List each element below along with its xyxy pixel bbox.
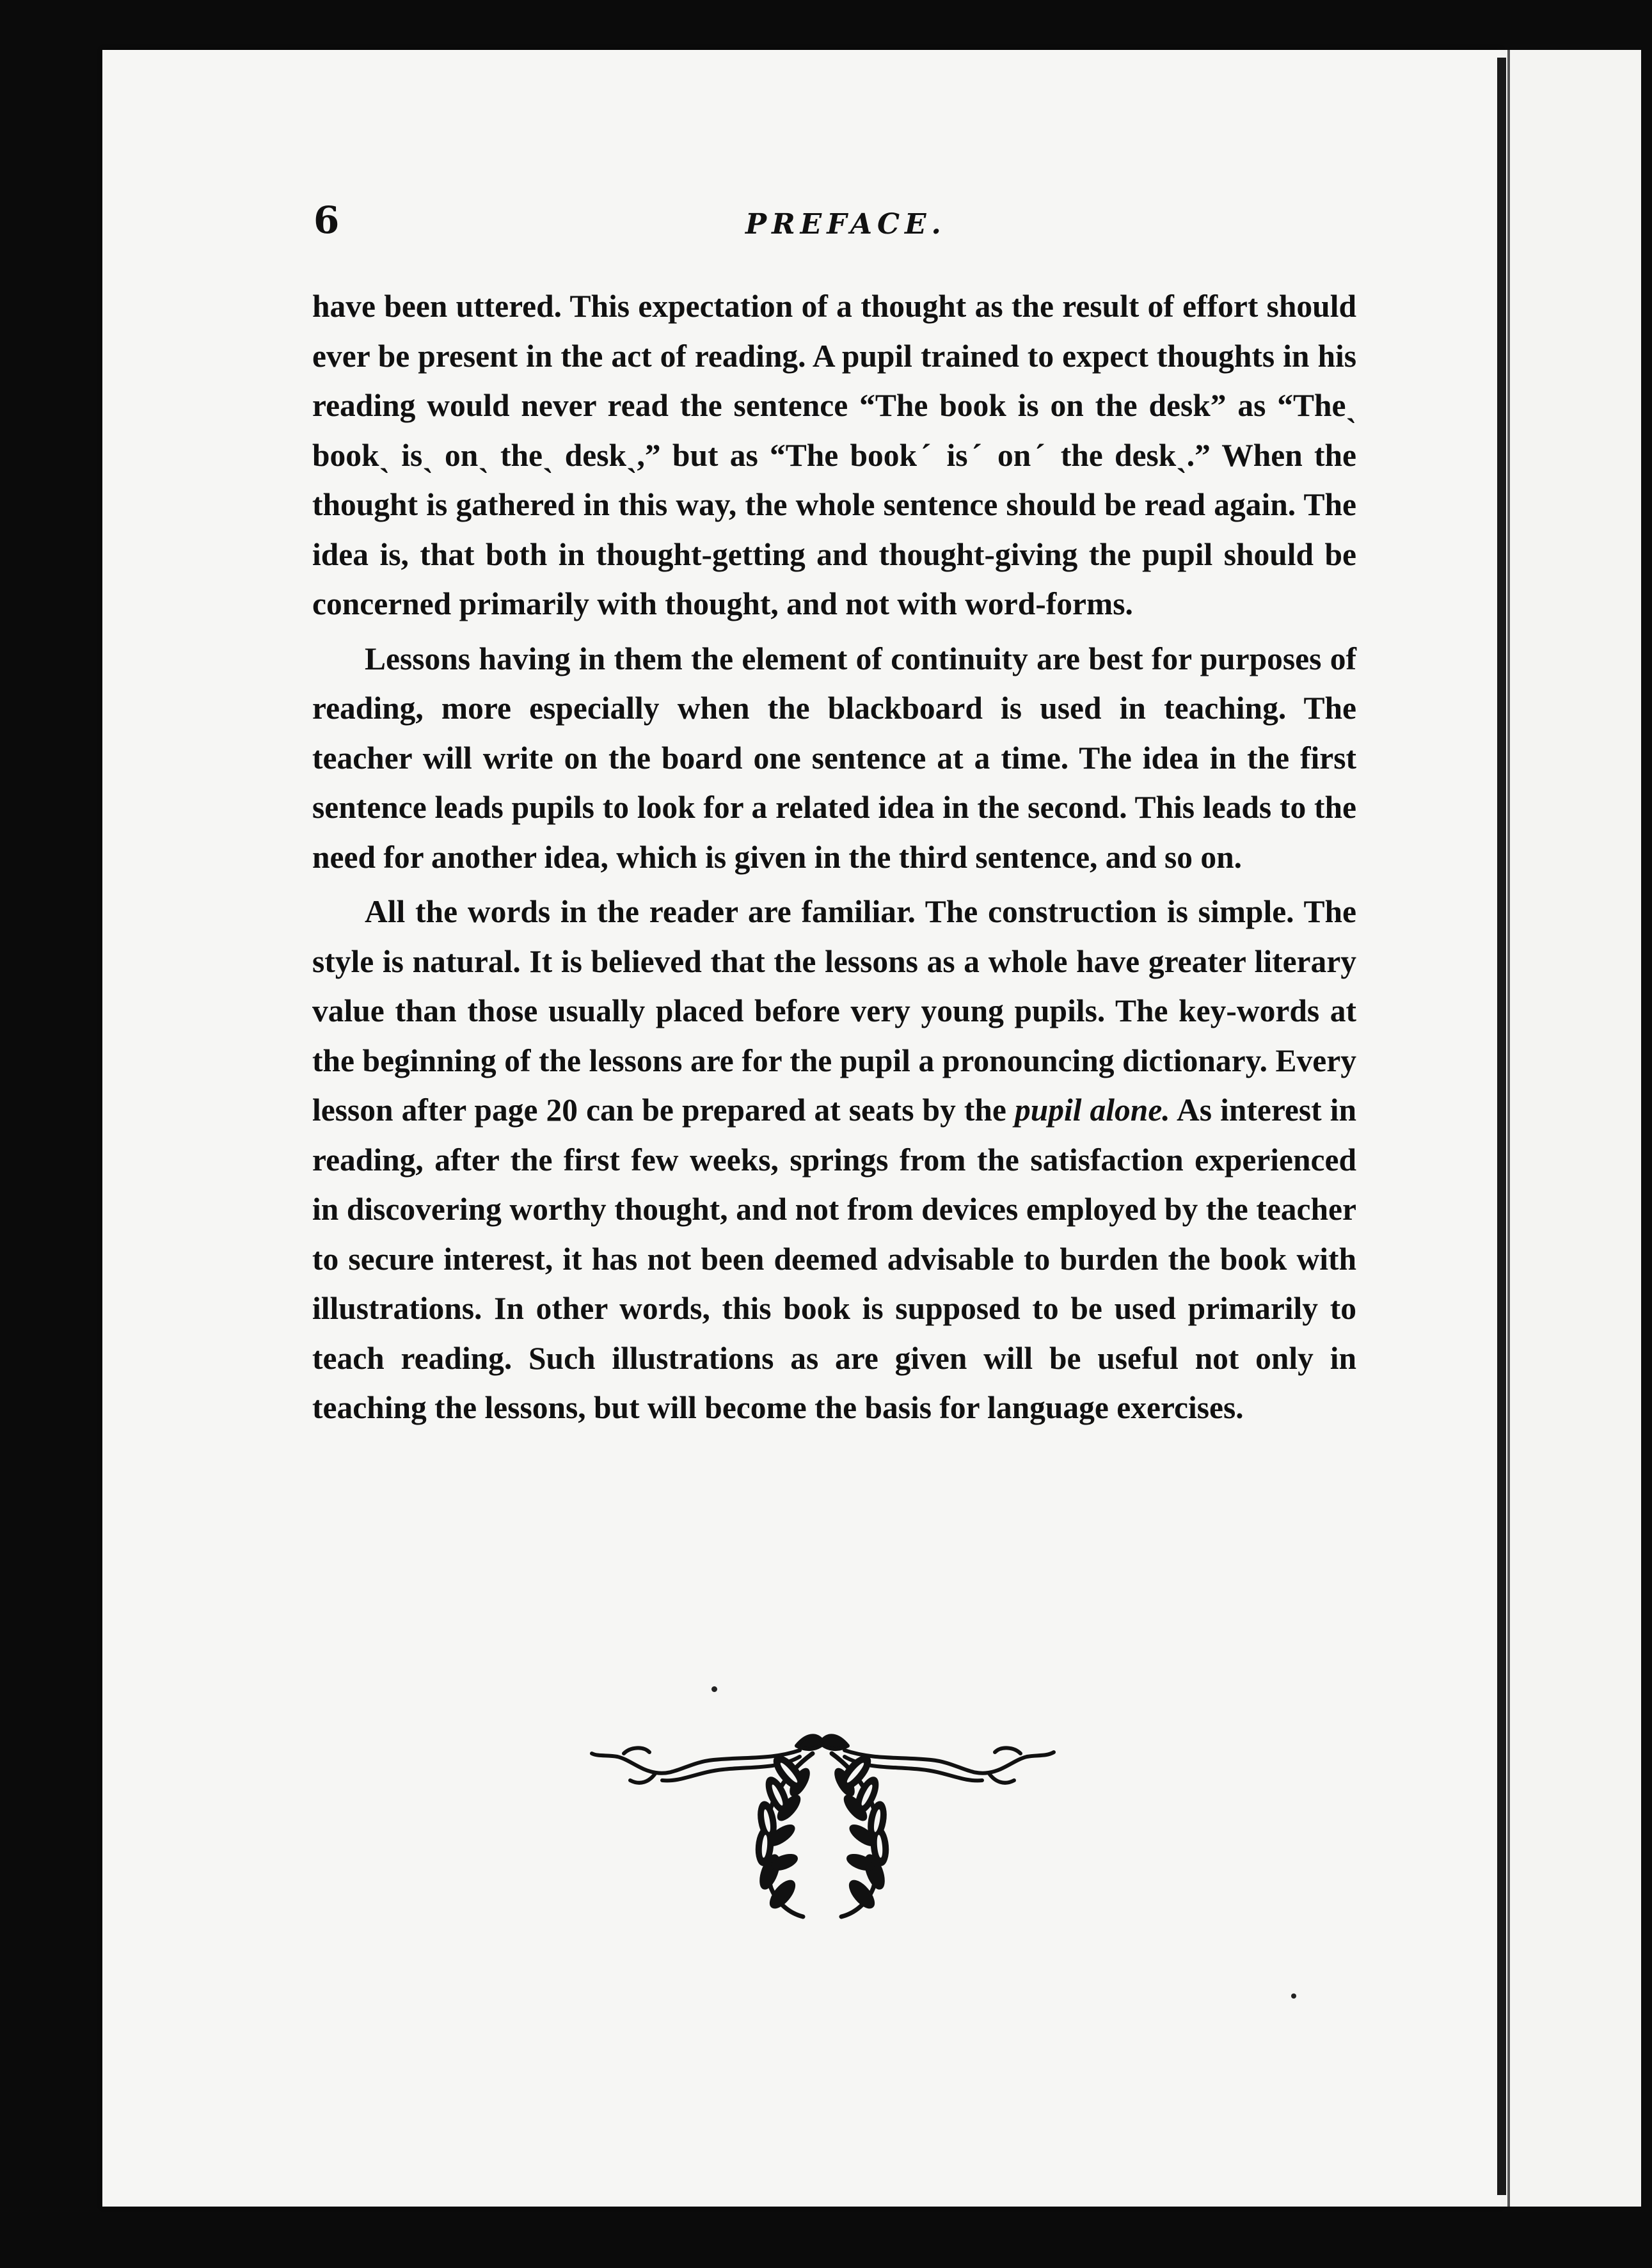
paragraph-3-emphasis: pupil alone. [1014, 1092, 1170, 1128]
body-text [312, 282, 1356, 1438]
page-gutter-line [1507, 50, 1510, 2207]
print-speck [1291, 1993, 1296, 1999]
page-number: 6 [314, 198, 340, 242]
facing-page-edge [1500, 50, 1641, 2207]
paragraph-3 [312, 887, 1356, 1433]
print-speck [711, 1686, 717, 1692]
laurel-wreath-ornament-icon [585, 1721, 1059, 1926]
running-title: PREFACE. [745, 208, 946, 241]
paragraph-3-part-b: As interest in reading, after the first few weeks, springs from the satisfaction experienced in discovering worthy thought, and not from devices employed by the teacher to secure interest, it has not been deemed advisable to burden the book with illustrations. In other words, this book is supposed to be used primarily to teach reading. Such illustrations as are given will be useful not only in teaching the lessons, but will become the basis for language exercises. [312, 1092, 1356, 1425]
paragraph-2: Lessons having in them the element of continuity are best for purposes of reading, more especially when the blackboard is used in teaching. The teacher will write on the board one sentence at a time. The idea in the first sentence leads pupils to look for a related idea in the second. This leads to the need for another idea, which is given in the third sentence, and so on. [312, 641, 1356, 875]
paragraph-3-part-a: All the words in the reader are familiar. The construction is simple. The style is natural. It is believed that the lessons as a whole have greater literary value than those usually placed before very young pupils. The key-words at the beginning of the lessons are for the pupil a pronouncing dictionary. Every lesson after page 20 can be prepared at seats by the [312, 894, 1356, 1128]
paragraph-1: have been uttered. This expectation of a thought as the result of effort should ever be present in the act of reading. A pupil trained to expect thoughts in his reading would never read the sentence “The book is on the desk” as “Theˎ bookˎ isˎ onˎ theˎ deskˎ,” but as “The bookˊ isˊ onˊ the deskˎ.” When the thought is gathered in this way, the whole sentence should be read again. The idea is, that both in thought-getting and thought-giving the pupil should be concerned primarily with thought, and not with word-forms. [312, 289, 1356, 621]
page-gutter-shadow [1497, 58, 1506, 2195]
